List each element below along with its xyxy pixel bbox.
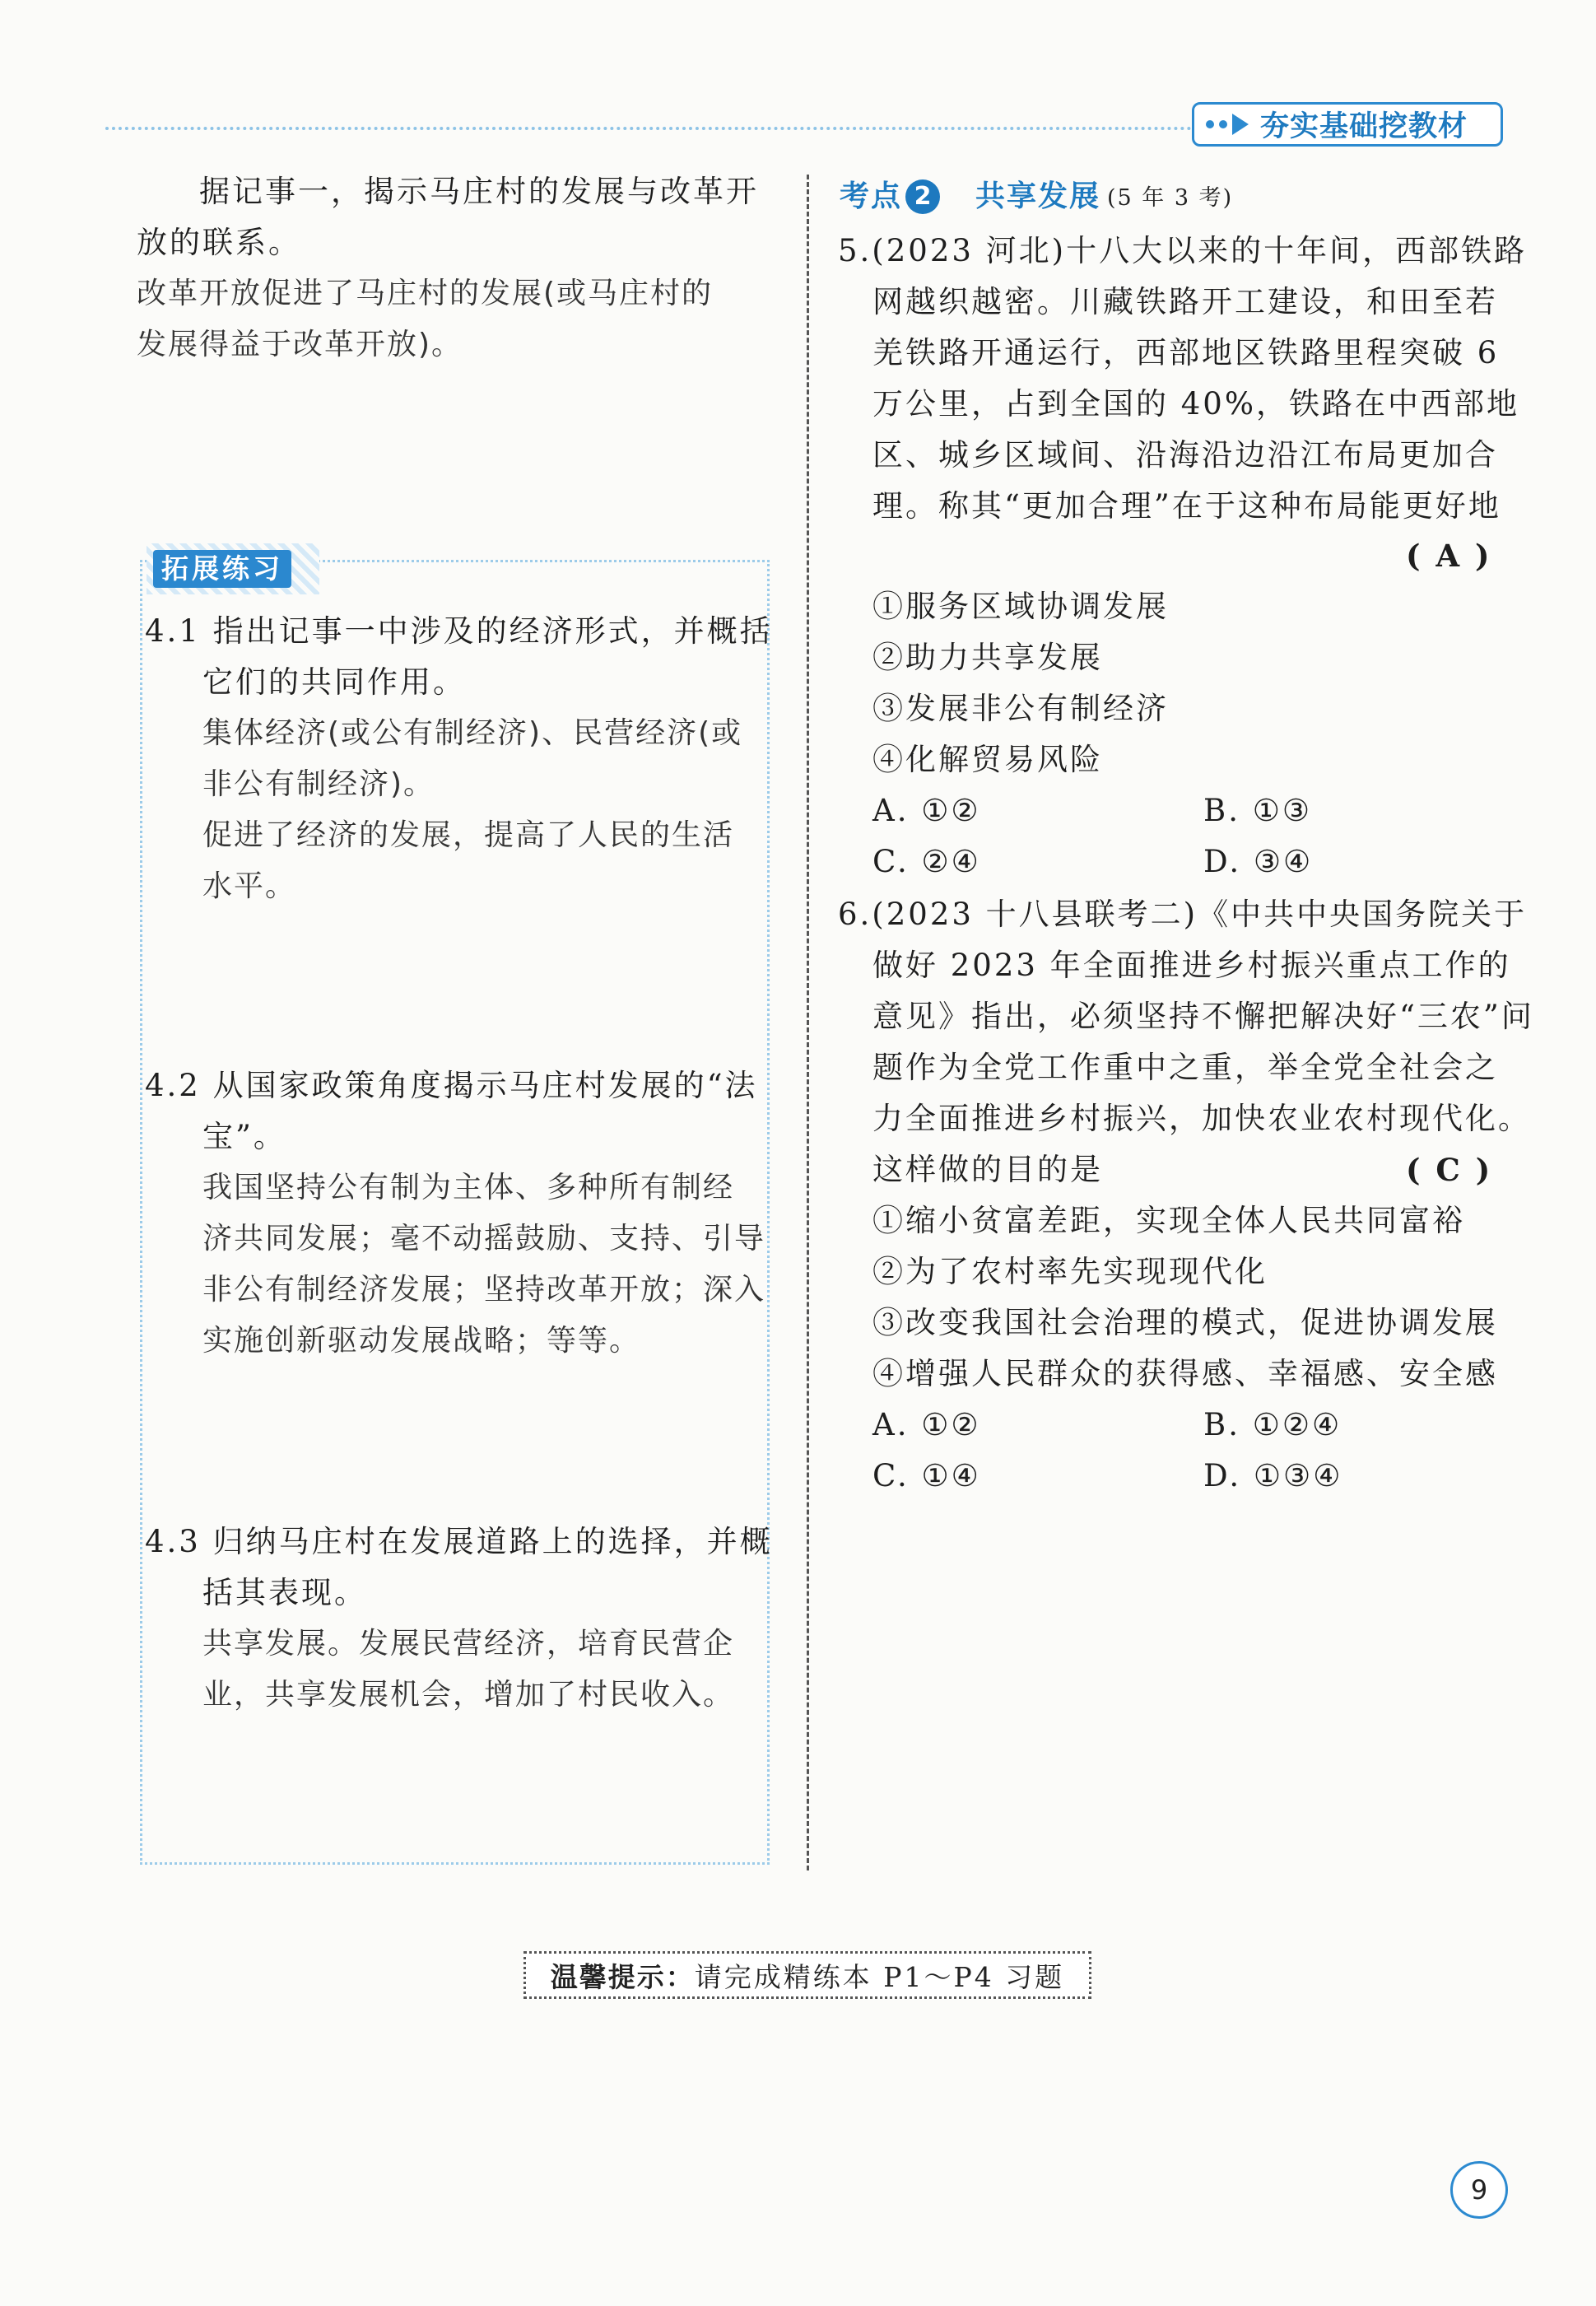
q5-line-3: 羌铁路开通运行，西部地区铁路里程突破 6 [872, 335, 1500, 370]
tip-label: 温馨提示： [550, 1960, 695, 1993]
q6-line-3: 意见》指出，必须坚持不懈把解决好“三农”问 [872, 999, 1534, 1034]
q42-answer-line-4: 实施创新驱动发展战略；等等。 [202, 1324, 641, 1358]
q5-option-c: C. ②④ [872, 844, 981, 879]
q5-item-4: ④化解贸易风险 [872, 742, 1103, 777]
q5-line-1: 5.(2023 河北)十八大以来的十年间，西部铁路 [838, 233, 1528, 268]
q6-option-a: A. ①② [872, 1407, 981, 1442]
q42-answer-line-3: 非公有制经济发展；坚持改革开放；深入 [202, 1273, 766, 1307]
q41-line-2: 它们的共同作用。 [202, 664, 466, 700]
q5-line-2: 网越织越密。川藏铁路开工建设，和田至若 [872, 284, 1498, 319]
q43-line-1: 4.3 归纳马庄村在发展道路上的选择，并概 [145, 1524, 773, 1559]
q41-answer-line-4: 水平。 [202, 869, 297, 903]
section-frequency-note: (5 年 3 考) [1107, 185, 1234, 211]
q6-line-2: 做好 2023 年全面推进乡村振兴重点工作的 [872, 948, 1511, 983]
q5-line-4: 万公里，占到全国的 40%，铁路在中西部地 [872, 386, 1519, 422]
q41-line-1: 4.1 指出记事一中涉及的经济形式，并概括 [145, 613, 773, 649]
intro-answer-line-1: 改革开放促进了马庄村的发展(或马庄村的 [137, 277, 714, 310]
q41-answer-line-2: 非公有制经济)。 [202, 767, 435, 801]
page-number: 9 [1450, 2161, 1508, 2219]
q6-answer: ( C ) [1406, 1152, 1493, 1188]
practice-tag: 拓展练习 [153, 550, 291, 588]
q5-option-b: B. ①③ [1203, 793, 1313, 828]
q6-line-6: 这样做的目的是 [872, 1152, 1103, 1187]
q6-option-c: C. ①④ [872, 1458, 981, 1493]
header-dotted-rule [105, 127, 1192, 130]
q6-line-4: 题作为全党工作重中之重，举全党全社会之 [872, 1050, 1498, 1085]
q5-item-2: ②助力共享发展 [872, 640, 1103, 675]
q43-line-2: 括其表现。 [202, 1575, 367, 1610]
q41-answer-line-3: 促进了经济的发展，提高了人民的生活 [202, 818, 735, 852]
header-tag-label: 夯实基础挖教材 [1260, 110, 1468, 143]
q42-answer-line-2: 济共同发展；毫不动摇鼓励、支持、引导 [202, 1222, 766, 1255]
q5-option-a: A. ①② [872, 793, 981, 828]
q6-line-5: 力全面推进乡村振兴，加快农业农村现代化。 [872, 1101, 1531, 1136]
section-number-badge: 2 [905, 179, 940, 214]
section-title: 共享发展 [975, 179, 1101, 213]
q43-answer-line-2: 业，共享发展机会，增加了村民收入。 [202, 1678, 735, 1712]
header-tag [1192, 102, 1503, 147]
column-divider [807, 175, 809, 1870]
tip-text: 请完成精练本 P1～P4 习题 [694, 1960, 1065, 1993]
q5-option-d: D. ③④ [1203, 844, 1314, 879]
q6-item-3: ③改变我国社会治理的模式，促进协调发展 [872, 1305, 1498, 1340]
q6-option-b: B. ①②④ [1203, 1407, 1342, 1442]
q42-line-1: 4.2 从国家政策角度揭示马庄村发展的“法 [145, 1068, 758, 1103]
q42-answer-line-1: 我国坚持公有制为主体、多种所有制经 [202, 1171, 735, 1204]
q6-item-4: ④增强人民群众的获得感、幸福感、安全感 [872, 1356, 1498, 1391]
tip-box [523, 1951, 1091, 1999]
q5-item-3: ③发展非公有制经济 [872, 691, 1169, 726]
q6-option-d: D. ①③④ [1203, 1458, 1343, 1493]
q42-line-2: 宝”。 [202, 1119, 286, 1154]
intro-question-line-2: 放的联系。 [137, 225, 301, 260]
q41-answer-line-1: 集体经济(或公有制经济)、民营经济(或 [202, 716, 743, 750]
section-prefix: 考点 [840, 179, 903, 213]
q6-line-1: 6.(2023 十八县联考二)《中共中央国务院关于 [838, 897, 1528, 932]
intro-answer-line-2: 发展得益于改革开放)。 [137, 328, 463, 361]
q6-item-2: ②为了农村率先实现现代化 [872, 1254, 1268, 1289]
q5-line-5: 区、城乡区域间、沿海沿边沿江布局更加合 [872, 437, 1498, 473]
q5-item-1: ①服务区域协调发展 [872, 589, 1169, 624]
q6-item-1: ①缩小贫富差距，实现全体人民共同富裕 [872, 1203, 1465, 1238]
q43-answer-line-1: 共享发展。发展民营经济，培育民营企 [202, 1627, 735, 1661]
q5-line-6: 理。称其“更加合理”在于这种布局能更好地 [872, 488, 1501, 524]
q5-answer: ( A ) [1406, 538, 1492, 574]
arrow-icon [1194, 104, 1260, 145]
intro-question-line-1: 据记事一，揭示马庄村的发展与改革开 [199, 174, 759, 209]
